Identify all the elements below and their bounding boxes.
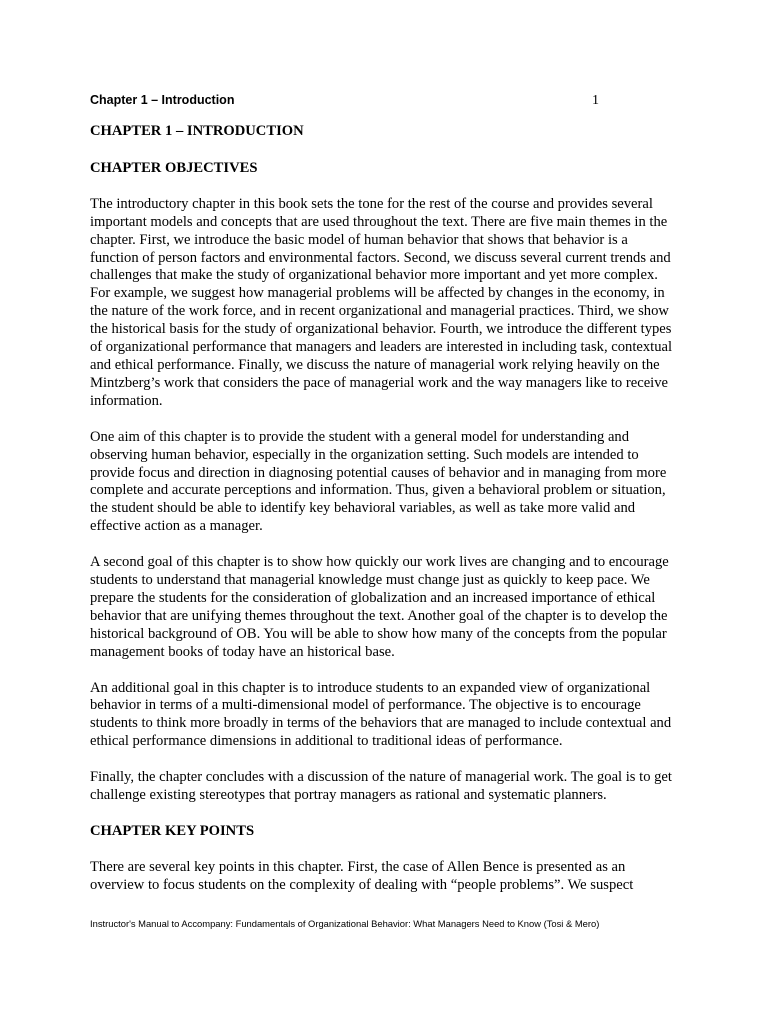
- paragraph: The introductory chapter in this book sets the tone for the rest of the course and provides several important models and concepts that are used throughout the text. There are five main themes in the chapter. First, we introduce the basic model of human behavior that shows that behavior is a function of person factors and environmental factors. Second, we discuss several current trends and challenges that make the study of organizational behavior more important and yet more complex. For example, we suggest how managerial problems will be affected by changes in the economy, in the nature of the work force, and in recent organizational and managerial practices. Third, we show the historical basis for the study of organizational behavior. Fourth, we introduce the different types of organizational performance that managers and leaders are interested in including task, contextual and ethical performance. Finally, we discuss the nature of managerial work relying heavily on the Mintzberg’s work that considers the pace of managerial work and the way managers like to receive information.: [90, 195, 673, 409]
- page-number: 1: [592, 93, 599, 108]
- paragraph: Finally, the chapter concludes with a discussion of the nature of managerial work. The goal is to get challenge existing stereotypes that portray managers as rational and systematic planners.: [90, 769, 672, 804]
- paragraph: One aim of this chapter is to provide the student with a general model for understanding and observing human behavior, especially in the organization setting. Such models are intended to provide focus and direction in diagnosing potential causes of behavior and in managing from more complete and accurate perceptions and information. Thus, given a behavioral problem or situation, the student should be able to identify key behavioral variables, as well as take more valid and effective action as a manager.: [90, 428, 667, 535]
- key-points-paragraph: There are several key points in this chapter. First, the case of Allen Bence is presented as an overview to focus students on the complexity of dealing with “people problems”. We suspect: [90, 858, 634, 893]
- objectives-heading: CHAPTER OBJECTIVES: [90, 159, 258, 176]
- document-body: [90, 123, 680, 895]
- paragraph: An additional goal in this chapter is to introduce students to an expanded view of organizational behavior in terms of a multi-dimensional model of performance. The objective is to encourage students to think more broadly in terms of the behaviors that are managed to include contextual and ethical performance dimensions in additional to traditional ideas of performance.: [90, 679, 672, 750]
- key-points-heading: CHAPTER KEY POINTS: [90, 823, 255, 839]
- chapter-title: CHAPTER 1 – INTRODUCTION: [90, 123, 304, 139]
- paragraph: A second goal of this chapter is to show how quickly our work lives are changing and to encourage students to understand that managerial knowledge must change just as quickly to keep pace. We prepare the students for the consideration of globalization and an increased importance of ethical behavior that are unifying themes throughout the text. Another goal of the chapter is to develop the historical background of OB. You will be able to show how many of the concepts from the popular management books of today have an historical base.: [90, 554, 669, 660]
- running-header: [90, 93, 600, 111]
- page-footer: Instructor's Manual to Accompany: Fundamentals of Organizational Behavior: What Managers Need to Know (Tosi & Mero): [90, 918, 600, 929]
- running-title: Chapter 1 – Introduction: [90, 93, 235, 107]
